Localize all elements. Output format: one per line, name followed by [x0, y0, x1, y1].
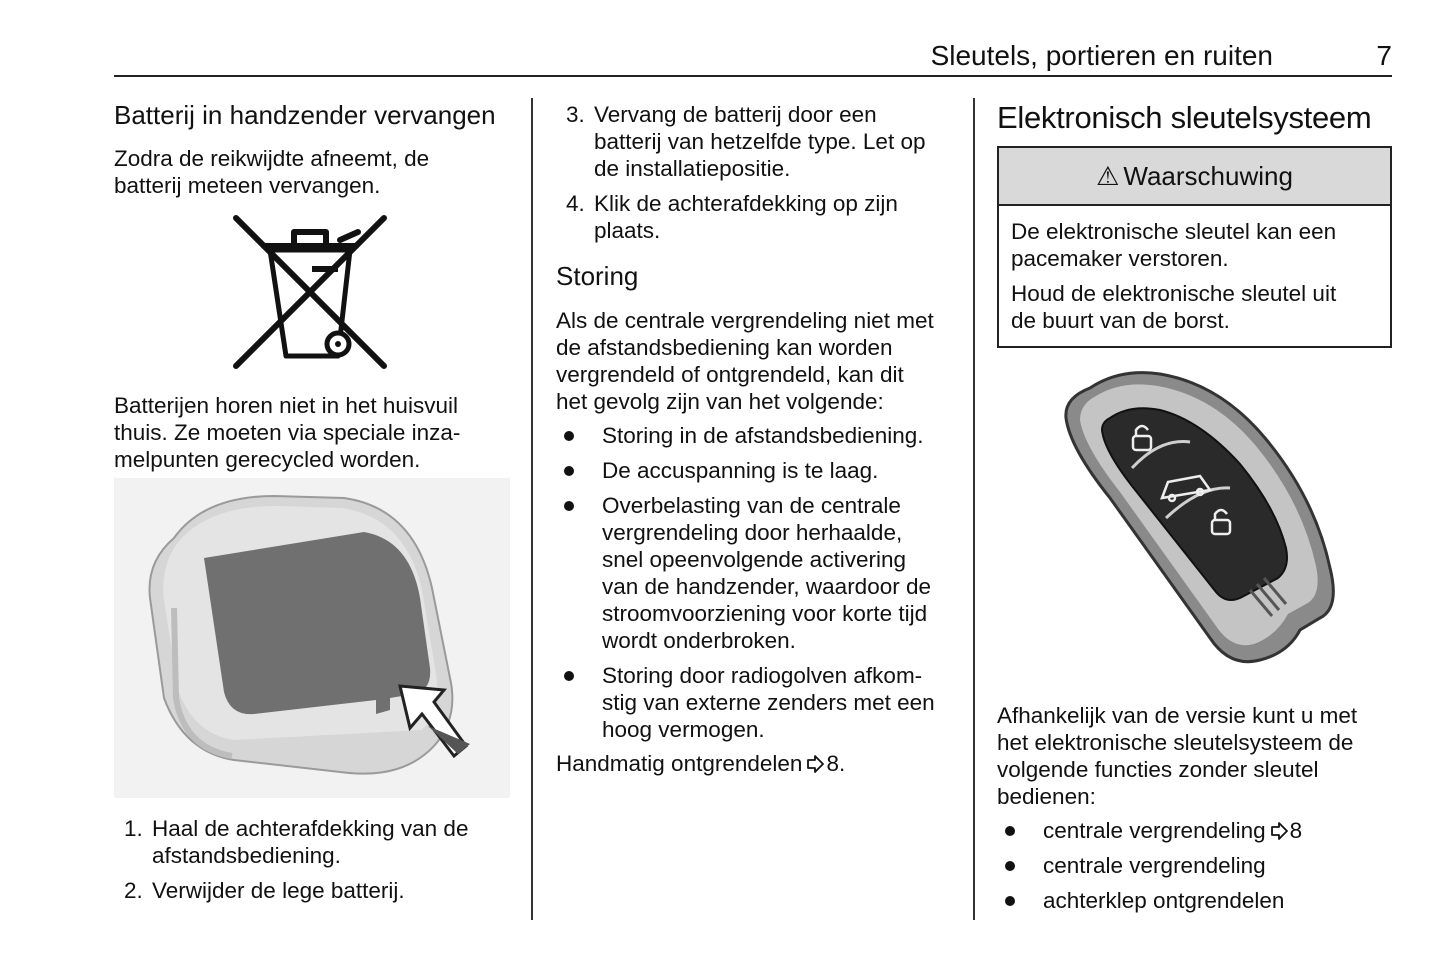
- list-item: [556, 422, 961, 449]
- text-line: Houd de elektronische sleutel uit: [1011, 281, 1337, 306]
- list-item: [997, 852, 1392, 879]
- list-item: [556, 492, 961, 654]
- step-number: 1.: [124, 816, 143, 841]
- column-divider-2: [973, 98, 975, 920]
- function-label: achterklep ontgrendelen: [1043, 888, 1285, 913]
- storing-causes-list: [556, 422, 961, 751]
- list-item[interactable]: [997, 817, 1392, 844]
- text-line: wordt onderbroken.: [602, 628, 796, 653]
- text-line: Batterijen horen niet in het huisvuil: [114, 393, 458, 418]
- list-item: [997, 887, 1392, 914]
- manual-unlock-xref[interactable]: [556, 750, 961, 777]
- text-line: Afhankelijk van de versie kunt u met: [997, 703, 1358, 728]
- text-line: hoog vermogen.: [602, 717, 765, 742]
- crossed-bin-icon: [230, 210, 390, 370]
- section-heading-battery: Batterij in handzender vervangen: [114, 100, 496, 130]
- list-item: [114, 877, 524, 904]
- list-item: [556, 662, 961, 743]
- text-line: Zodra de reikwijdte afneemt, de: [114, 146, 430, 171]
- text-line: afstandsbediening.: [152, 843, 341, 868]
- text-line: batterij meteen vervangen.: [114, 173, 381, 198]
- storing-intro: [556, 307, 961, 415]
- running-header-title: Sleutels, portieren en ruiten: [930, 40, 1273, 71]
- remote-back-cover-illustration: [114, 478, 510, 798]
- cross-reference-arrow-icon: [806, 755, 824, 773]
- text-line: De elektronische sleutel kan een: [1011, 219, 1337, 244]
- function-label: centrale vergrendeling: [1043, 853, 1266, 878]
- text-line: De accuspanning is te laag.: [602, 458, 879, 483]
- text-line: Storing door radiogolven afkom-: [602, 663, 923, 688]
- warning-triangle-icon: ⚠: [1096, 160, 1120, 191]
- text-line: melpunten gerecycled worden.: [114, 447, 421, 472]
- text-line: vergrendeld of ontgrendeld, kan dit: [556, 362, 904, 387]
- warning-box: [997, 146, 1392, 348]
- text-line: Haal de achterafdekking van de: [152, 816, 469, 841]
- warning-paragraph: [1011, 218, 1378, 272]
- battery-steps-list-a: [114, 815, 524, 912]
- text-line: het gevolg zijn van het volgende:: [556, 389, 884, 414]
- text-line: Als de centrale vergrendeling niet met: [556, 308, 934, 333]
- text-line: het elektronische sleutelsysteem de: [997, 730, 1354, 755]
- function-label: centrale vergrendeling: [1043, 818, 1266, 843]
- text-line: Overbelasting van de centrale: [602, 493, 901, 518]
- warning-title: Waarschuwing: [1123, 160, 1293, 191]
- text-line: de afstandsbediening kan worden: [556, 335, 893, 360]
- text-line: stig van externe zenders met een: [602, 690, 935, 715]
- text-line: de buurt van de borst.: [1011, 308, 1230, 333]
- list-item: [556, 457, 961, 484]
- list-item: [556, 190, 961, 244]
- section-heading-keyless: Elektronisch sleutelsysteem: [997, 100, 1372, 135]
- text-line: snel opeenvolgende activering: [602, 547, 906, 572]
- keyless-functions-list: [997, 817, 1392, 922]
- text-line: Klik de achterafdekking op zijn: [594, 191, 898, 216]
- text-line: batterij van hetzelfde type. Let op: [594, 129, 926, 154]
- text-line: bedienen:: [997, 784, 1096, 809]
- header-rule: [114, 75, 1392, 77]
- text-line: thuis. Ze moeten via speciale inza-: [114, 420, 461, 445]
- column-divider-1: [531, 98, 533, 920]
- step-number: 3.: [566, 102, 585, 127]
- battery-intro: [114, 145, 524, 199]
- xref-page[interactable]: 8: [1289, 818, 1303, 843]
- page-number: 7: [1376, 40, 1392, 71]
- disposal-note: [114, 392, 524, 473]
- step-number: 4.: [566, 191, 585, 216]
- xref-text[interactable]: Handmatig ontgrendelen: [556, 751, 803, 776]
- warning-paragraph: [1011, 280, 1378, 334]
- warning-header: [999, 148, 1390, 206]
- text-line: van de handzender, waardoor de: [602, 574, 931, 599]
- list-item: [556, 101, 961, 182]
- text-line: Vervang de batterij door een: [594, 102, 877, 127]
- electronic-key-illustration: [1050, 368, 1340, 668]
- text-line: volgende functies zonder sleutel: [997, 757, 1319, 782]
- cross-reference-arrow-icon: [1270, 822, 1288, 840]
- text-line: Verwijder de lege batterij.: [152, 878, 405, 903]
- text-line: pacemaker verstoren.: [1011, 246, 1229, 271]
- section-heading-storing: Storing: [556, 261, 639, 291]
- keyless-intro: [997, 702, 1392, 810]
- battery-steps-list-b: [556, 101, 961, 252]
- text-line: vergrendeling door herhaalde,: [602, 520, 903, 545]
- text-line: de installatiepositie.: [594, 156, 791, 181]
- text-line: Storing in de afstandsbediening.: [602, 423, 924, 448]
- text-line: stroomvoorziening voor korte tijd: [602, 601, 928, 626]
- step-number: 2.: [124, 878, 143, 903]
- text-line: plaats.: [594, 218, 661, 243]
- warning-body: [999, 206, 1390, 346]
- list-item: [114, 815, 524, 869]
- xref-page[interactable]: 8.: [826, 751, 846, 776]
